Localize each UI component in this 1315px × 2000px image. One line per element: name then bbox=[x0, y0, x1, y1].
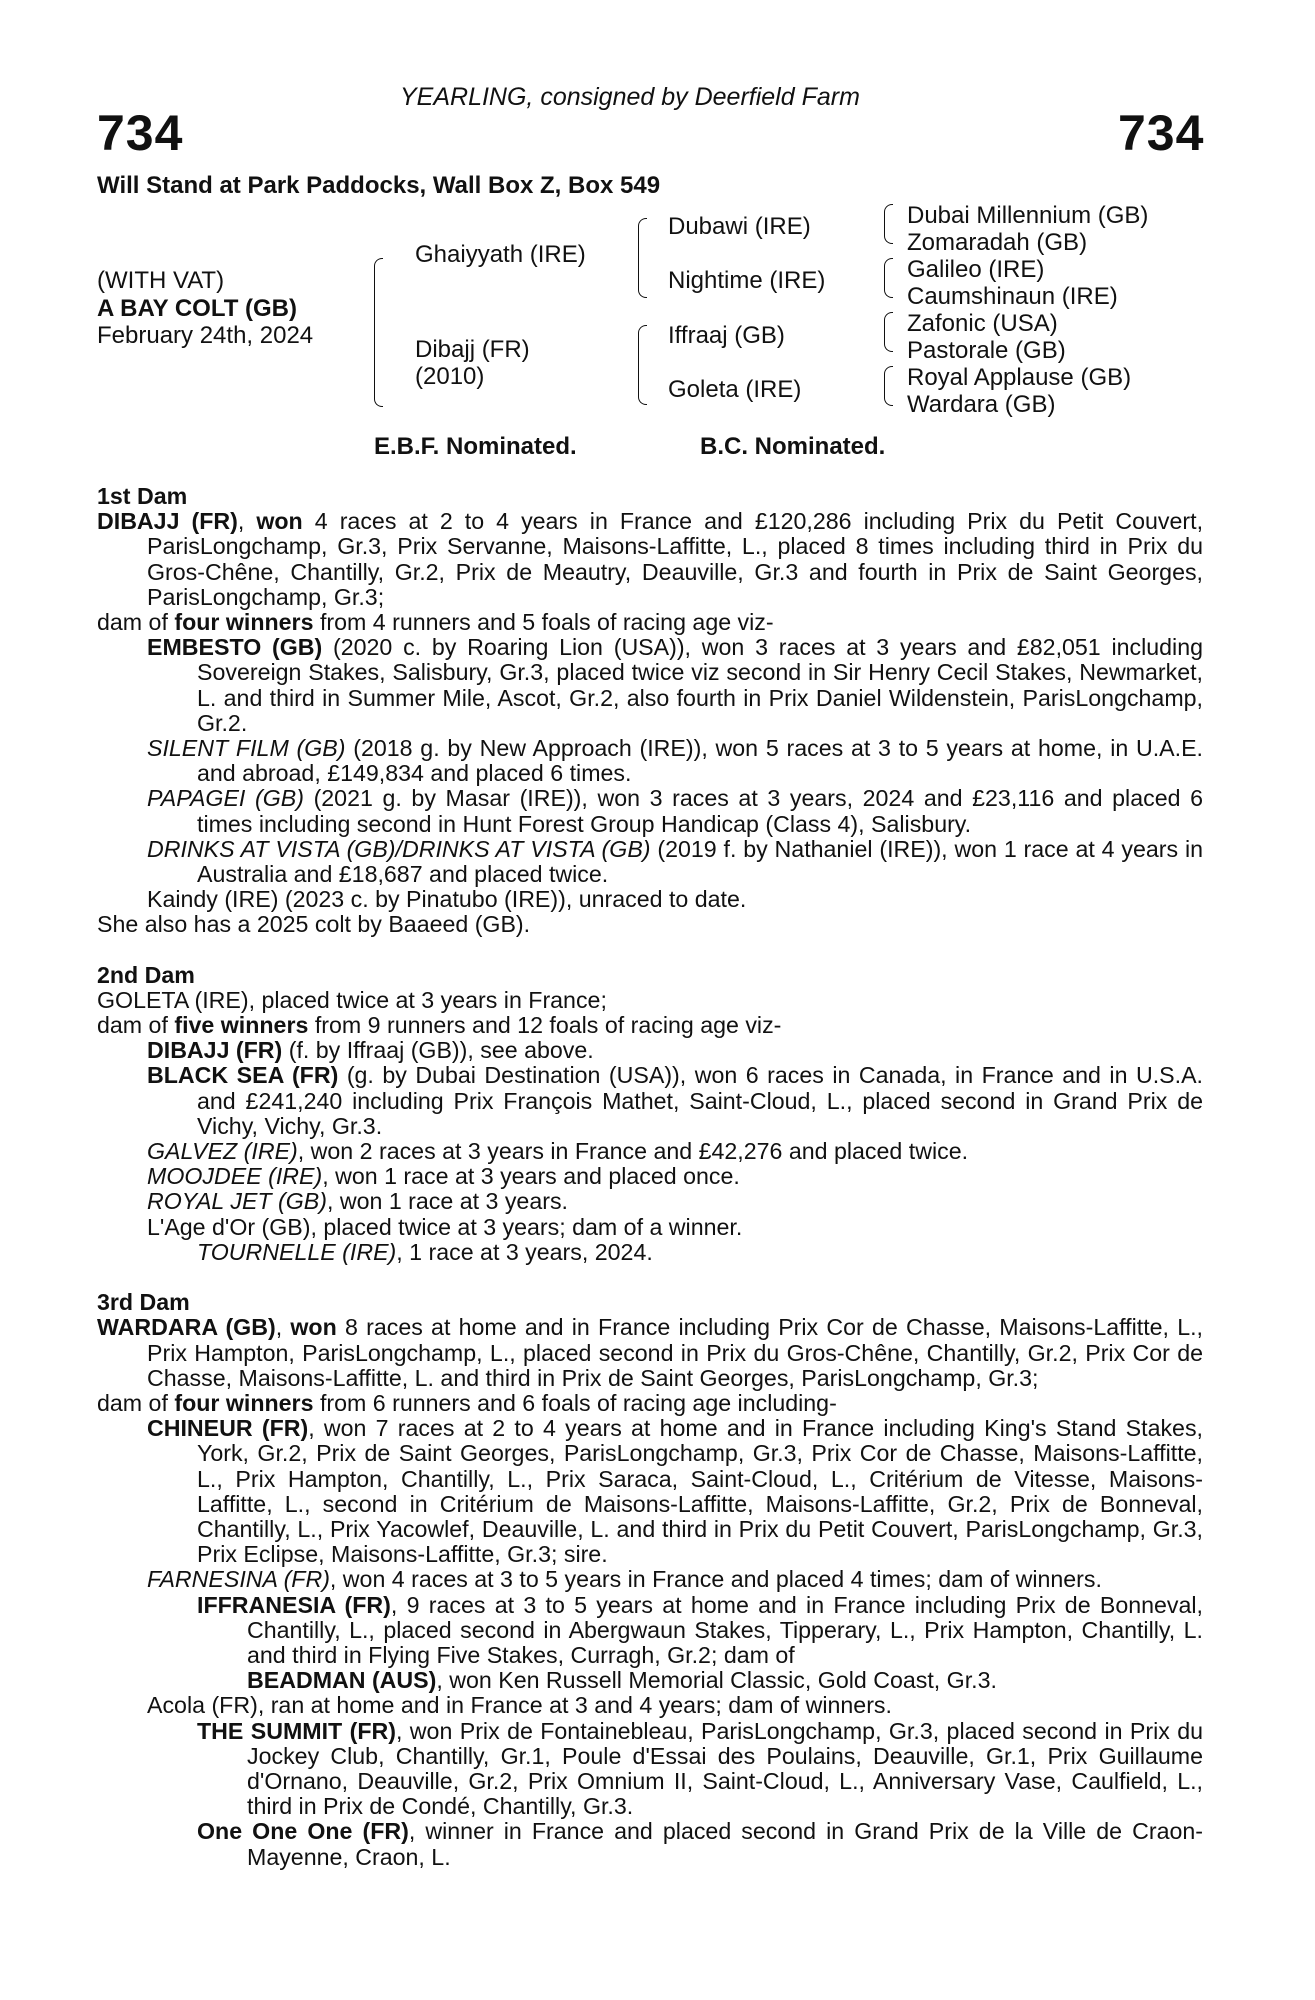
third-dam-summary: dam of four winners from 6 runners and 6 foals of racing age including- bbox=[97, 1389, 837, 1416]
ancestor-2: Zomaradah (GB) bbox=[907, 229, 1088, 256]
produce-item: GALVEZ (IRE), won 2 races at 3 years in France and £42,276 and placed twice. bbox=[147, 1138, 969, 1165]
second-dam-summary: dam of five winners from 9 runners and 12 foals of racing age viz- bbox=[97, 1012, 782, 1039]
first-dam-summary: dam of four winners from 4 runners and 5 foals of racing age viz- bbox=[97, 609, 774, 636]
brace-g3-1 bbox=[884, 204, 893, 244]
produce-item: Kaindy (IRE) (2023 c. by Pinatubo (IRE)), unraced to date. bbox=[147, 886, 747, 913]
produce-item: DRINKS AT VISTA (GB)/DRINKS AT VISTA (GB) (2019 f. by Nathaniel (IRE)), won 1 race at 4 years in Australia and £18,687 and placed twice. bbox=[147, 835, 1203, 888]
ancestor-7: Royal Applause (GB) bbox=[907, 364, 1132, 391]
ebf-nomination: E.B.F. Nominated. bbox=[374, 433, 577, 460]
produce-item: MOOJDEE (IRE), won 1 race at 3 years and placed once. bbox=[147, 1163, 740, 1190]
produce-item: One One One (FR), winner in France and placed second in Grand Prix de la Ville de Craon-Mayenne, Craon, L. bbox=[197, 1818, 1203, 1870]
produce-item: Acola (FR), ran at home and in France at 3 and 4 years; dam of winners. bbox=[147, 1692, 892, 1719]
ancestor-5: Zafonic (USA) bbox=[907, 310, 1058, 337]
brace-g3-3 bbox=[884, 312, 893, 352]
brace-g3-2 bbox=[884, 258, 893, 298]
ancestor-8: Wardara (GB) bbox=[907, 391, 1056, 418]
lot-number-left: 734 bbox=[97, 105, 184, 161]
brace-main-top bbox=[374, 258, 383, 329]
produce-item: CHINEUR (FR), won 7 races at 2 to 4 years at home and in France including King's Stand Stakes, York, Gr.2, Prix de Saint Georges, ParisLongchamp, Gr.3, Prix Cor de Chasse, Maisons-Laffitte, L., Prix Hampton, Chantilly, L., Prix Saraca, Saint-Cloud, L., Critérium de Vitesse, Maisons-Laffitte, L., second in Critérium de Maisons-Laffitte, Maisons-Laffitte, Gr.2, Prix de Bonneval, Chantilly, L., Prix Yacowlef, Deauville, L. and third in Prix du Petit Couvert, ParisLongchamp, Gr.3, Prix Eclipse, Maisons-Laffitte, Gr.3; sire. bbox=[147, 1415, 1203, 1568]
sire: Ghaiyyath (IRE) bbox=[415, 241, 586, 268]
ancestor-3: Galileo (IRE) bbox=[907, 256, 1045, 283]
first-dam-heading: 1st Dam bbox=[97, 483, 188, 509]
sire-dam: Nightime (IRE) bbox=[668, 267, 826, 294]
first-dam-also: She also has a 2025 colt by Baaeed (GB). bbox=[97, 911, 531, 938]
brace-g3-4 bbox=[884, 366, 893, 406]
produce-item: THE SUMMIT (FR), won Prix de Fontainebleau, ParisLongchamp, Gr.3, placed second in Prix du Jockey Club, Chantilly, Gr.1, Poule d'Essai des Poulains, Deauville, Gr.1, Prix Guillaume d'Ornano, Deauville, Gr.2, Prix Omnium II, Saint-Cloud, L., Anniversary Vase, Caulfield, L., third in Prix de Condé, Chantilly, Gr.3. bbox=[197, 1717, 1204, 1820]
first-dam-record: DIBAJJ (FR), won 4 races at 2 to 4 years in France and £120,286 including Prix du Petit Couvert, ParisLongchamp, Gr.3, Prix Servanne, Maisons-Laffitte, L., placed 8 times including third in Prix du Gros-Chêne, Chantilly, Gr.2, Prix de Meautry, Deauville, Gr.3 and fourth in Prix de Saint Georges, ParisLongchamp, Gr.3; bbox=[97, 508, 1204, 610]
dam-sire: Iffraaj (GB) bbox=[668, 322, 785, 349]
ancestor-1: Dubai Millennium (GB) bbox=[907, 202, 1149, 229]
produce-item: PAPAGEI (GB) (2021 g. by Masar (IRE)), won 3 races at 3 years, 2024 and £23,116 and placed 6 times including second in Hunt Forest Group Handicap (Class 4), Salisbury. bbox=[147, 785, 1203, 837]
produce-item: SILENT FILM (GB) (2018 g. by New Approach (IRE)), won 5 races at 3 to 5 years at home, in U.A.E. and abroad, £149,834 and placed 6 times. bbox=[147, 735, 1203, 787]
produce-item: TOURNELLE (IRE), 1 race at 3 years, 2024. bbox=[197, 1238, 653, 1265]
brace-main-bottom bbox=[374, 328, 383, 407]
third-dam-heading: 3rd Dam bbox=[97, 1289, 190, 1316]
horse-name: A BAY COLT (GB) bbox=[97, 295, 298, 322]
dam-year: (2010) bbox=[415, 363, 485, 390]
first-dam-record-text: 4 races at 2 to 4 years in France and £120,286 including Prix du Petit Couvert, ParisLongchamp, Gr.3, Prix Servanne, Maisons-Laffitte, L., placed 8 times including third in Prix du Gros-Chêne, Chantilly, Gr.2, Prix de Meautry, Deauville, Gr.3 and fourth in Prix de Saint Georges, ParisLongchamp, Gr.3; bbox=[147, 508, 1204, 610]
catalogue-body bbox=[97, 484, 1203, 1870]
second-dam-heading: 2nd Dam bbox=[97, 961, 195, 988]
first-dam-name: DIBAJJ (FR) bbox=[97, 508, 238, 535]
first-dam-won: won bbox=[256, 508, 303, 535]
produce-item: BLACK SEA (FR) (g. by Dubai Destination (USA)), won 6 races in Canada, in France and in U.S.A. and £241,240 including Prix François Mathet, Saint-Cloud, L., placed second in Grand Prix de Vichy, Vichy, Gr.3. bbox=[147, 1062, 1203, 1139]
brace-sire-line bbox=[638, 218, 647, 298]
produce-item: L'Age d'Or (GB), placed twice at 3 years; dam of a winner. bbox=[147, 1213, 743, 1240]
produce-item: EMBESTO (GB) (2020 c. by Roaring Lion (USA)), won 3 races at 3 years and £82,051 including Sovereign Stakes, Salisbury, Gr.3, placed twice viz second in Sir Henry Cecil Stakes, Newmarket, L. and third in Summer Mile, Ascot, Gr.2, also fourth in Prix Daniel Wildenstein, ParisLongchamp, Gr.2. bbox=[147, 634, 1203, 736]
sire-sire: Dubawi (IRE) bbox=[668, 213, 811, 240]
foaling-date: February 24th, 2024 bbox=[97, 322, 314, 349]
produce-item: IFFRANESIA (FR), 9 races at 3 to 5 years at home and in France including Prix de Bonneval, Chantilly, L., placed second in Abergwaun Stakes, Tipperary, L., Prix Hampton, Chantilly, L. and third in Flying Five Stakes, Curragh, Gr.2; dam of BEADMAN (AUS), won Ken Russell Memorial Classic, Gold Coast, Gr.3. bbox=[197, 1591, 1203, 1694]
bc-nomination: B.C. Nominated. bbox=[700, 433, 886, 460]
vat-note: (WITH VAT) bbox=[97, 267, 225, 294]
ancestor-4: Caumshinaun (IRE) bbox=[907, 283, 1118, 310]
lot-number-right: 734 bbox=[1118, 105, 1205, 161]
ancestor-6: Pastorale (GB) bbox=[907, 337, 1066, 364]
second-dam-intro: GOLETA (IRE), placed twice at 3 years in France; bbox=[97, 986, 607, 1013]
produce-item: FARNESINA (FR), won 4 races at 3 to 5 years in France and placed 4 times; dam of winners. bbox=[147, 1566, 1102, 1593]
consignment-line: YEARLING, consigned by Deerfield Farm bbox=[400, 83, 860, 111]
dam: Dibajj (FR) bbox=[415, 336, 530, 363]
brace-dam-line bbox=[638, 325, 647, 405]
stand-location: Will Stand at Park Paddocks, Wall Box Z, Box 549 bbox=[97, 172, 661, 199]
produce-item: DIBAJJ (FR) (f. by Iffraaj (GB)), see above. bbox=[147, 1037, 594, 1064]
dam-dam: Goleta (IRE) bbox=[668, 376, 802, 403]
third-dam-record: WARDARA (GB), won 8 races at home and in France including Prix Cor de Chasse, Maisons-Laffitte, L., Prix Hampton, ParisLongchamp, L., placed second in Prix du Gros-Chêne, Chantilly, Gr.2, Prix Cor de Chasse, Maisons-Laffitte, L. and third in Prix de Saint Georges, ParisLongchamp, Gr.3; bbox=[97, 1314, 1203, 1391]
produce-item: ROYAL JET (GB), won 1 race at 3 years. bbox=[147, 1188, 568, 1215]
